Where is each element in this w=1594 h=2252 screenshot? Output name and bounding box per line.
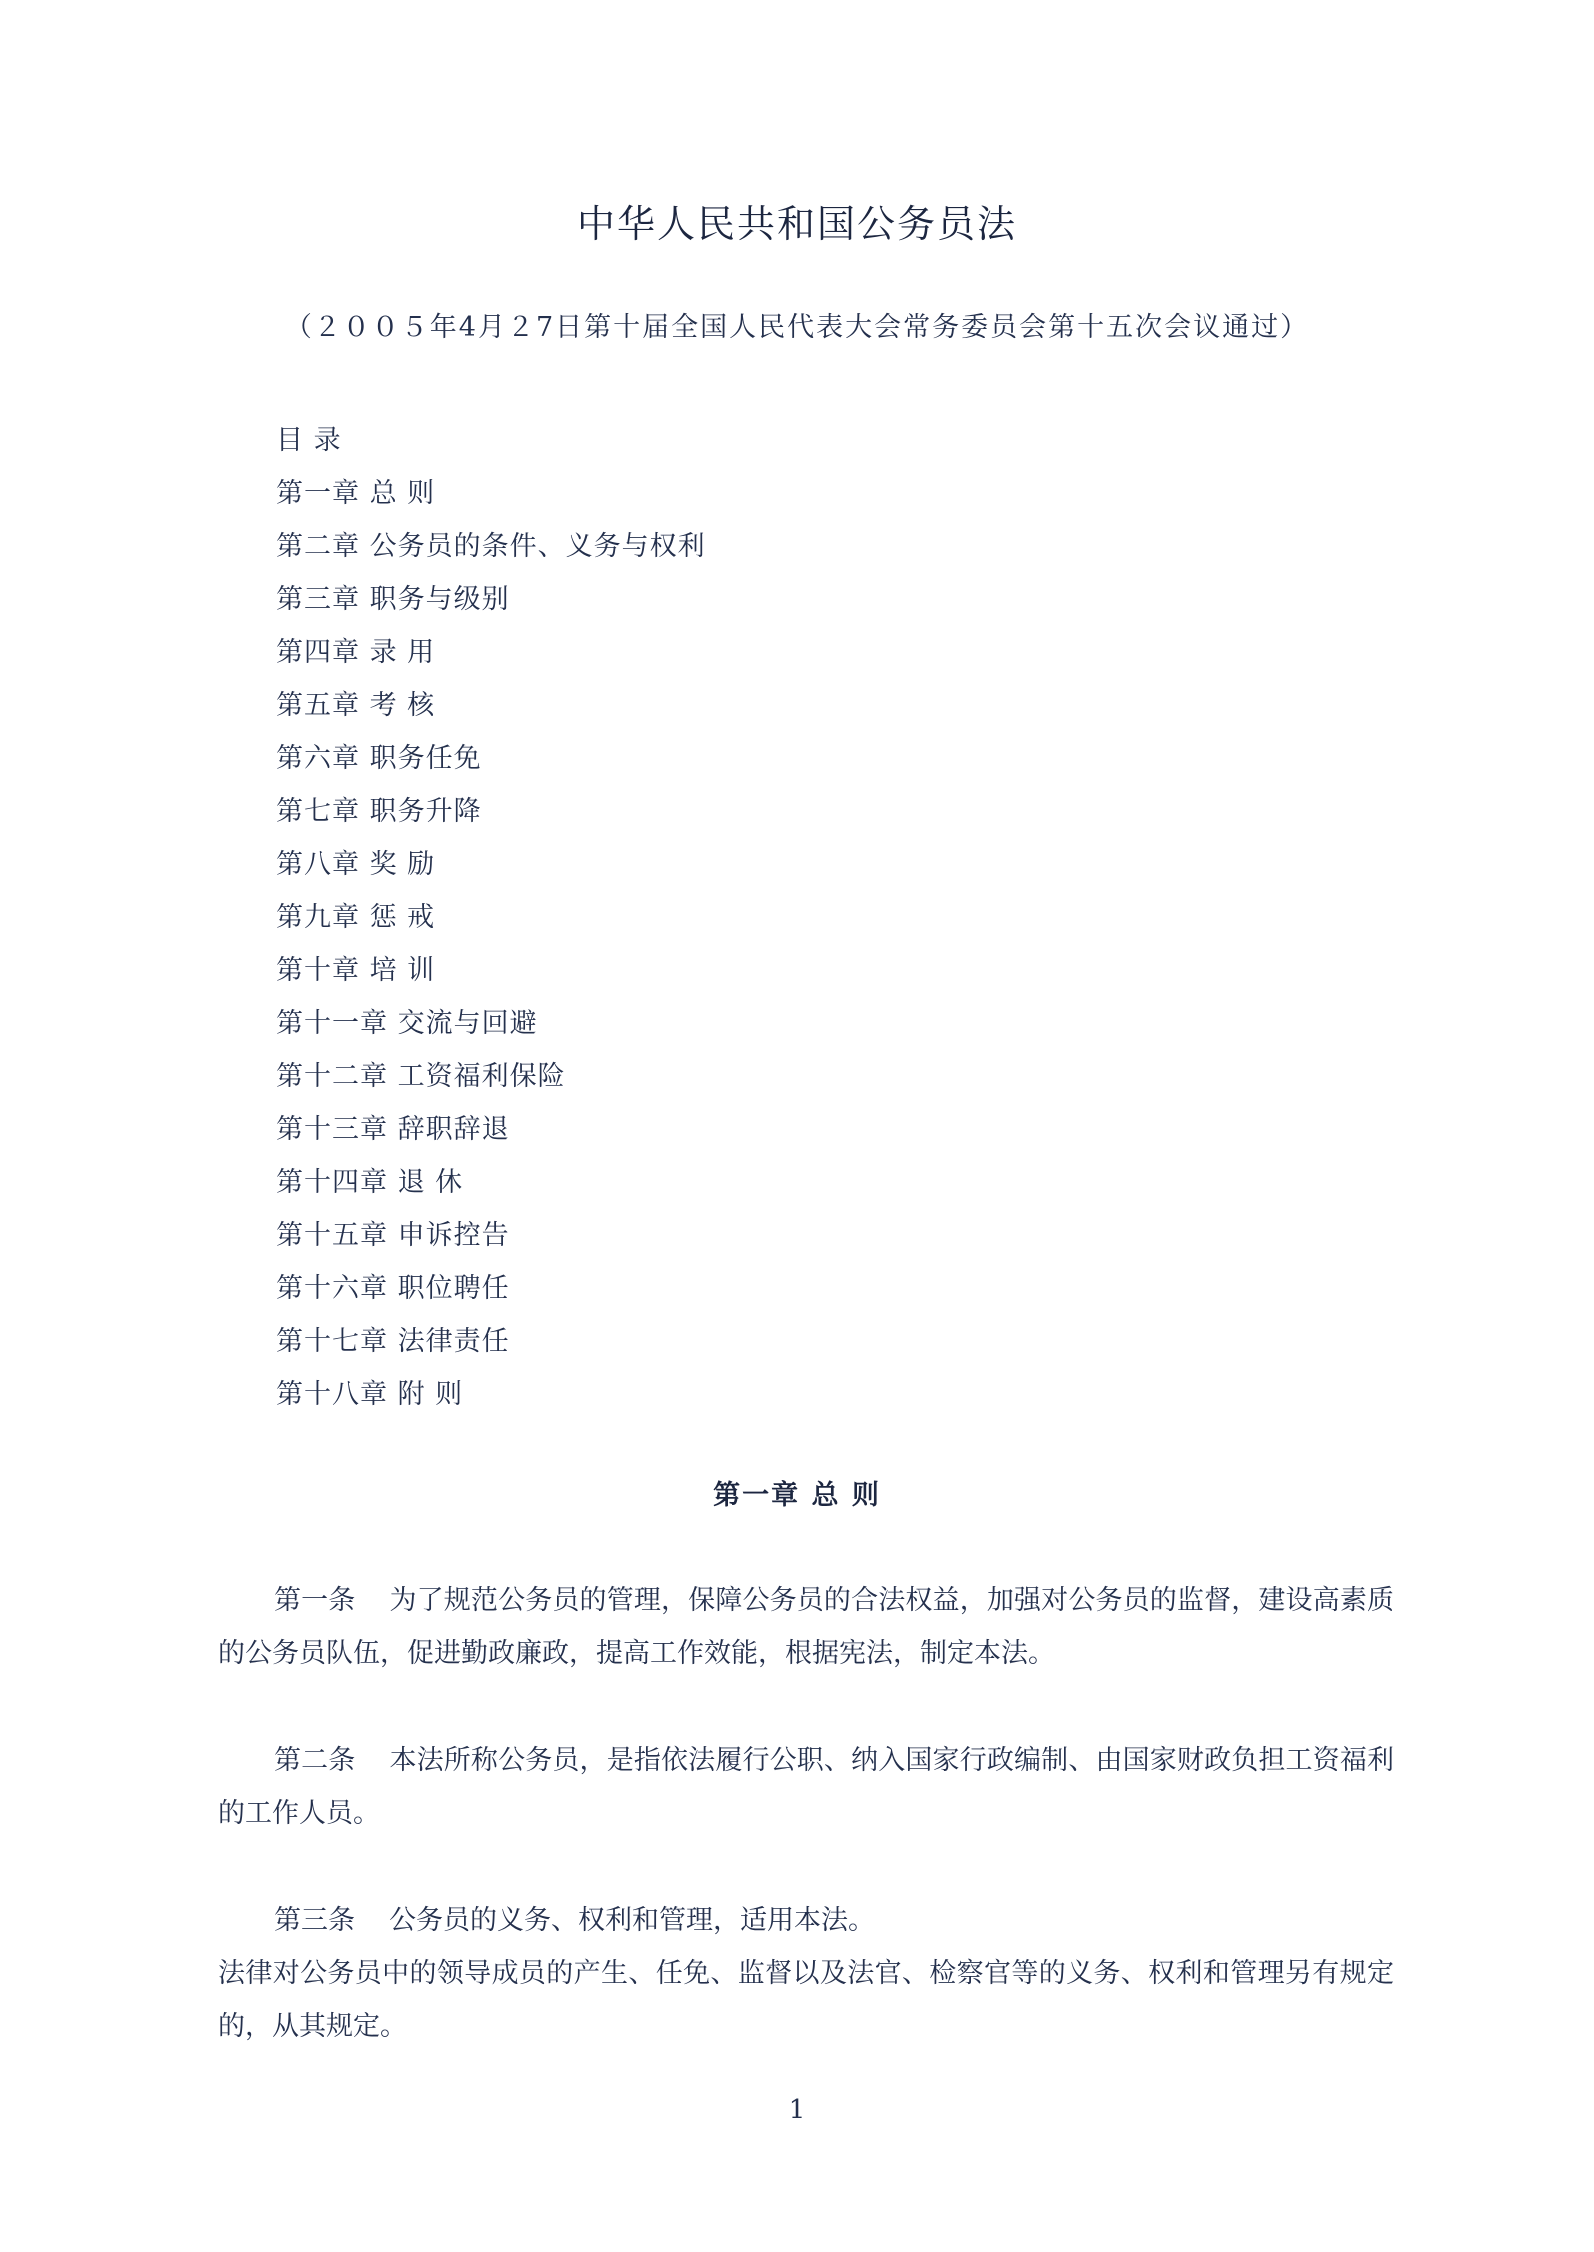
toc-item: 第十六章 职位聘任 (276, 1273, 510, 1304)
article-2 (218, 1734, 1394, 1840)
page-number: 1 (788, 2095, 806, 2125)
document-title: 中华人民共和国公务员法 (576, 202, 1017, 246)
chapter-heading: 第一章 总 则 (713, 1480, 881, 1511)
toc-item: 第十七章 法律责任 (276, 1326, 510, 1357)
toc-item: 第十章 培 训 (276, 955, 436, 986)
article-1 (218, 1574, 1394, 1680)
article-paragraph (218, 1894, 1394, 1947)
toc-item: 第四章 录 用 (276, 637, 436, 668)
toc-item: 第九章 惩 戒 (276, 902, 436, 933)
toc-item: 第七章 职务升降 (276, 796, 482, 827)
article-paragraph (218, 1734, 1394, 1840)
toc-item: 第十五章 申诉控告 (276, 1220, 510, 1251)
article-text: 本法所称公务员，是指依法履行公职、纳入国家行政编制、由国家财政负担工资福利的工作人员。 (218, 1745, 1395, 1829)
toc-item: 第六章 职务任免 (276, 743, 482, 774)
toc-heading: 目 录 (276, 425, 342, 456)
toc-item: 第十二章 工资福利保险 (276, 1061, 566, 1092)
table-of-contents (276, 414, 1176, 1421)
toc-item: 第二章 公务员的条件、义务与权利 (276, 531, 706, 562)
article-text: 为了规范公务员的管理，保障公务员的合法权益，加强对公务员的监督，建设高素质的公务员队伍，促进勤政廉政，提高工作效能，根据宪法，制定本法。 (218, 1585, 1395, 1669)
toc-item: 第十四章 退 休 (276, 1167, 464, 1198)
toc-item: 第一章 总 则 (276, 478, 436, 509)
article-paragraph (218, 1574, 1394, 1680)
article-3 (218, 1894, 1394, 2053)
document-subtitle: （２００５年4月２7日第十届全国人民代表大会常务委员会第十五次会议通过） (284, 312, 1310, 343)
toc-item: 第五章 考 核 (276, 690, 436, 721)
article-paragraph-continued: 法律对公务员中的领导成员的产生、任免、监督以及法官、检察官等的义务、权利和管理另有规定的，从其规定。 (218, 1958, 1394, 2042)
article-number: 第一条 (274, 1585, 356, 1616)
toc-item: 第十八章 附 则 (276, 1379, 464, 1410)
toc-item: 第三章 职务与级别 (276, 584, 510, 615)
toc-item: 第十三章 辞职辞退 (276, 1114, 510, 1145)
article-number: 第三条 (274, 1905, 355, 1936)
toc-item: 第十一章 交流与回避 (276, 1008, 538, 1039)
article-text: 公务员的义务、权利和管理，适用本法。 (389, 1905, 875, 1936)
toc-item: 第八章 奖 励 (276, 849, 436, 880)
article-number: 第二条 (274, 1745, 356, 1776)
